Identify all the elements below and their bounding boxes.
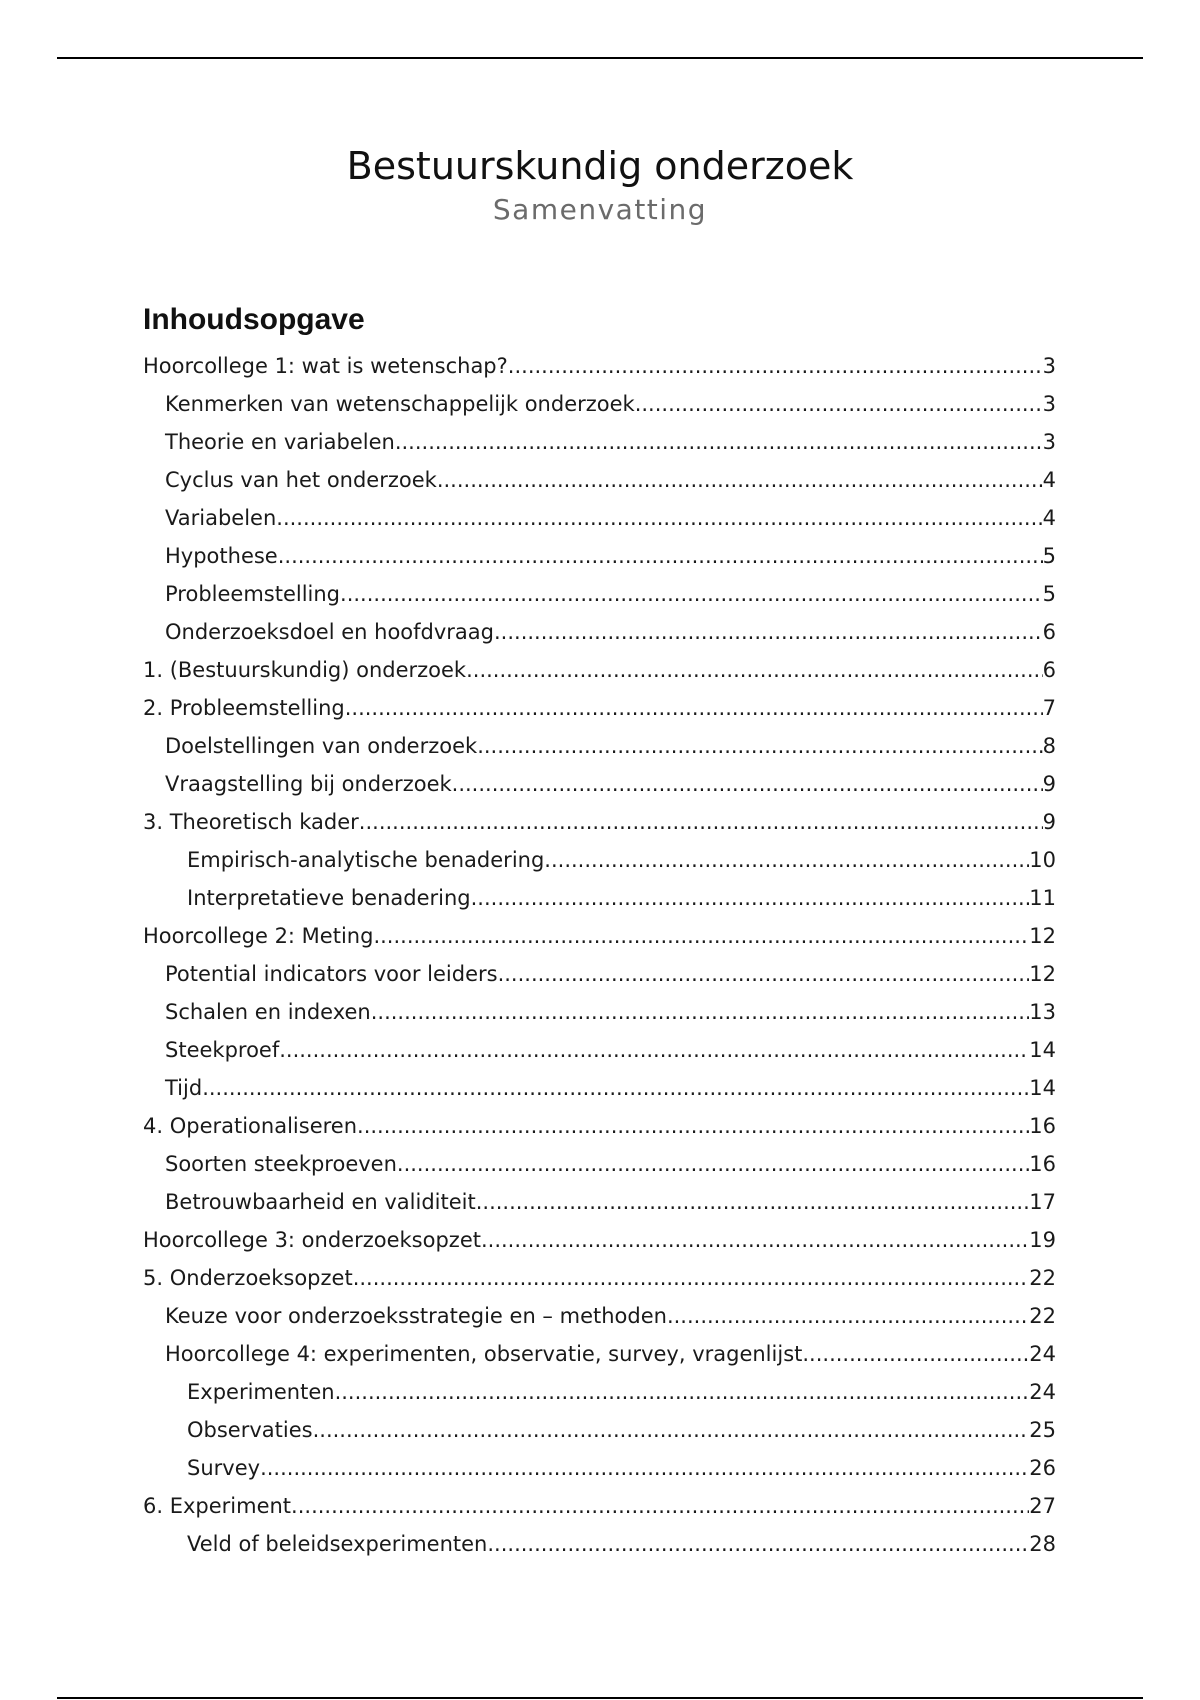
toc-dot-leader [466, 651, 1043, 689]
toc-entry-page-number: 16 [1029, 1114, 1056, 1138]
toc-entry[interactable] [143, 1259, 1056, 1297]
toc-entry-label: Survey [187, 1456, 261, 1480]
toc-entry[interactable] [143, 347, 1056, 385]
toc-entry[interactable] [143, 1031, 1056, 1069]
toc-entry-page-number: 12 [1029, 962, 1056, 986]
toc-entry-label: Hoorcollege 2: Meting [143, 924, 374, 948]
toc-entry-page-number: 22 [1029, 1266, 1056, 1290]
toc-entry[interactable] [143, 1335, 1056, 1373]
toc-dot-leader [452, 765, 1043, 803]
toc-dot-leader [371, 993, 1030, 1031]
toc-entry-label: Onderzoeksdoel en hoofdvraag [165, 620, 494, 644]
toc-entry[interactable] [143, 1487, 1056, 1525]
toc-entry-page-number: 12 [1029, 924, 1056, 948]
toc-entry-label: 1. (Bestuurskundig) onderzoek [143, 658, 467, 682]
toc-entry-page-number: 19 [1029, 1228, 1056, 1252]
toc-dot-leader [498, 955, 1030, 993]
toc-entry[interactable] [143, 1411, 1056, 1449]
toc-entry[interactable] [143, 499, 1056, 537]
toc-entry[interactable] [143, 955, 1056, 993]
toc-entry-label: Doelstellingen van onderzoek [165, 734, 478, 758]
toc-dot-leader [291, 1487, 1029, 1525]
toc-dot-leader [279, 1031, 1029, 1069]
toc-dot-leader [357, 1107, 1029, 1145]
toc-entry[interactable] [143, 993, 1056, 1031]
toc-entry-page-number: 8 [1042, 734, 1056, 758]
toc-entry[interactable] [143, 879, 1056, 917]
toc-dot-leader [260, 1449, 1029, 1487]
toc-entry-page-number: 14 [1029, 1076, 1056, 1100]
toc-entry-label: Keuze voor onderzoeksstrategie en – methoden [165, 1304, 667, 1328]
toc-entry-page-number: 3 [1042, 354, 1056, 378]
toc-entry-page-number: 3 [1042, 430, 1056, 454]
toc-entry-label: Kenmerken van wetenschappelijk onderzoek [165, 392, 635, 416]
toc-entry-page-number: 5 [1042, 582, 1056, 606]
document-title: Bestuurskundig onderzoek [346, 144, 854, 188]
toc-dot-leader [353, 1259, 1030, 1297]
toc-entry[interactable] [143, 423, 1056, 461]
toc-entry[interactable] [143, 841, 1056, 879]
toc-entry[interactable] [143, 461, 1056, 499]
toc-dot-leader [345, 689, 1043, 727]
toc-entry[interactable] [143, 917, 1056, 955]
header-rule [57, 57, 1143, 59]
toc-entry-label: Experimenten [187, 1380, 335, 1404]
toc-entry-label: Cyclus van het onderzoek [165, 468, 437, 492]
toc-dot-leader [481, 1221, 1029, 1259]
toc-entry-label: Soorten steekproeven [165, 1152, 397, 1176]
toc-dot-leader [278, 537, 1043, 575]
toc-entry-page-number: 9 [1042, 810, 1056, 834]
toc-entry-page-number: 28 [1029, 1532, 1056, 1556]
toc-entry-label: 4. Operationaliseren [143, 1114, 358, 1138]
footer-rule [57, 1697, 1143, 1699]
toc-entry-page-number: 10 [1029, 848, 1056, 872]
toc-entry-label: 5. Onderzoeksopzet [143, 1266, 353, 1290]
toc-entry-label: 6. Experiment [143, 1494, 292, 1518]
toc-dot-leader [373, 917, 1029, 955]
toc-entry-label: Observaties [187, 1418, 313, 1442]
toc-dot-leader [395, 423, 1043, 461]
toc-entry-label: Empirisch-analytische benadering [187, 848, 545, 872]
table-of-contents [143, 347, 1056, 1563]
toc-entry-page-number: 4 [1042, 468, 1056, 492]
toc-entry[interactable] [143, 651, 1056, 689]
toc-entry-page-number: 16 [1029, 1152, 1056, 1176]
toc-entry[interactable] [143, 1373, 1056, 1411]
toc-entry-label: Hoorcollege 1: wat is wetenschap? [143, 354, 508, 378]
toc-entry-page-number: 3 [1042, 392, 1056, 416]
toc-heading: Inhoudsopgave [143, 303, 365, 336]
toc-entry-page-number: 26 [1029, 1456, 1056, 1480]
toc-dot-leader [487, 1525, 1029, 1563]
toc-dot-leader [313, 1411, 1030, 1449]
toc-entry-label: Veld of beleidsexperimenten [187, 1532, 488, 1556]
toc-entry-page-number: 25 [1029, 1418, 1056, 1442]
toc-dot-leader [476, 1183, 1030, 1221]
toc-entry-page-number: 4 [1042, 506, 1056, 530]
toc-dot-leader [359, 803, 1043, 841]
toc-entry-page-number: 22 [1029, 1304, 1056, 1328]
toc-dot-leader [508, 347, 1043, 385]
toc-entry-label: Steekproef [165, 1038, 280, 1062]
toc-dot-leader [494, 613, 1043, 651]
toc-dot-leader [635, 385, 1043, 423]
title-block [0, 142, 1200, 230]
toc-entry[interactable] [143, 1183, 1056, 1221]
toc-dot-leader [667, 1297, 1029, 1335]
toc-entry-label: Vraagstelling bij onderzoek [165, 772, 452, 796]
toc-entry[interactable] [143, 613, 1056, 651]
toc-entry[interactable] [143, 1069, 1056, 1107]
toc-dot-leader [335, 1373, 1030, 1411]
toc-entry-page-number: 11 [1029, 886, 1056, 910]
toc-entry[interactable] [143, 803, 1056, 841]
toc-entry-page-number: 9 [1042, 772, 1056, 796]
toc-entry-label: Variabelen [165, 506, 277, 530]
toc-entry-label: 3. Theoretisch kader [143, 810, 359, 834]
toc-entry-page-number: 6 [1042, 620, 1056, 644]
toc-entry[interactable] [143, 1297, 1056, 1335]
toc-dot-leader [471, 879, 1030, 917]
toc-entry-label: Theorie en variabelen [165, 430, 395, 454]
toc-dot-leader [437, 461, 1043, 499]
toc-dot-leader [202, 1069, 1029, 1107]
toc-dot-leader [802, 1335, 1029, 1373]
toc-entry-page-number: 17 [1029, 1190, 1056, 1214]
toc-dot-leader [477, 727, 1042, 765]
toc-entry[interactable] [143, 1525, 1056, 1563]
toc-entry-page-number: 24 [1029, 1342, 1056, 1366]
toc-entry-page-number: 6 [1042, 658, 1056, 682]
toc-entry-label: Hoorcollege 4: experimenten, observatie, survey, vragenlijst [165, 1342, 803, 1366]
toc-entry-label: Hypothese [165, 544, 278, 568]
toc-dot-leader [276, 499, 1042, 537]
toc-entry[interactable] [143, 1145, 1056, 1183]
toc-entry[interactable] [143, 385, 1056, 423]
toc-entry[interactable] [143, 765, 1056, 803]
toc-dot-leader [544, 841, 1029, 879]
toc-entry-label: Tijd [165, 1076, 203, 1100]
toc-entry[interactable] [143, 1107, 1056, 1145]
toc-dot-leader [340, 575, 1043, 613]
toc-entry-page-number: 14 [1029, 1038, 1056, 1062]
toc-entry-label: Betrouwbaarheid en validiteit [165, 1190, 476, 1214]
toc-dot-leader [397, 1145, 1029, 1183]
toc-entry-page-number: 7 [1042, 696, 1056, 720]
toc-entry-label: Schalen en indexen [165, 1000, 371, 1024]
toc-entry-page-number: 5 [1042, 544, 1056, 568]
toc-entry-label: Probleemstelling [165, 582, 341, 606]
toc-entry[interactable] [143, 1221, 1056, 1259]
toc-entry-label: Hoorcollege 3: onderzoeksopzet [143, 1228, 481, 1252]
toc-entry-label: Potential indicators voor leiders [165, 962, 498, 986]
toc-entry-page-number: 27 [1029, 1494, 1056, 1518]
toc-entry-label: Interpretatieve benadering [187, 886, 471, 910]
toc-entry[interactable] [143, 537, 1056, 575]
toc-entry-page-number: 13 [1029, 1000, 1056, 1024]
toc-entry-label: 2. Probleemstelling [143, 696, 345, 720]
toc-entry[interactable] [143, 689, 1056, 727]
toc-entry[interactable] [143, 1449, 1056, 1487]
document-subtitle: Samenvatting [492, 193, 708, 226]
toc-entry[interactable] [143, 575, 1056, 613]
toc-entry[interactable] [143, 727, 1056, 765]
toc-entry-page-number: 24 [1029, 1380, 1056, 1404]
